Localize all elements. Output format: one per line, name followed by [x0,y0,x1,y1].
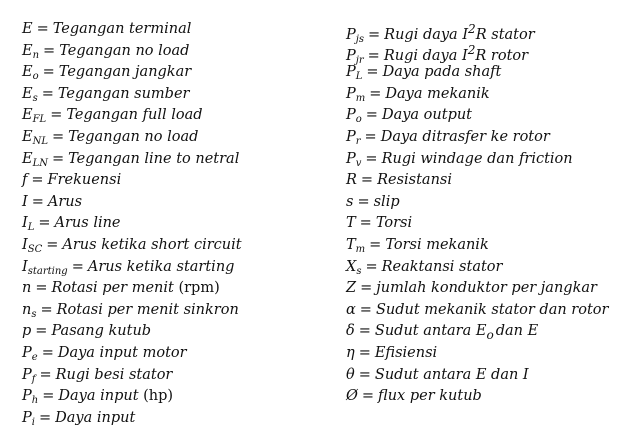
definition [377,172,452,188]
symbol-main: P [346,128,356,145]
equals-sign: = [71,258,84,275]
definition [382,151,573,167]
symbol-definition-row [346,321,608,343]
symbol-definition-row [22,170,242,192]
definition-text: Arus [47,193,83,210]
symbol [22,86,38,102]
symbol-definition-row [22,408,242,430]
definition-text: Daya input motor [57,344,187,361]
symbol-main: Ø [346,388,358,405]
symbol-definition-row [22,235,242,257]
symbol-definition-row [346,127,608,149]
equals-sign: = [361,388,375,405]
left-column [22,0,242,429]
definition-text: Tegangan no load [59,42,190,59]
definition [383,64,502,80]
equals-sign: = [364,128,377,145]
symbol-main: δ [346,323,355,340]
symbol-subscript: FL [32,114,47,126]
symbol-definition-row [22,192,242,214]
definition-text: Sudut antara E dan I [374,366,529,383]
definition-text: Daya pada shaft [382,64,502,81]
symbol [346,345,355,361]
symbol-main: n [22,280,32,297]
symbol-subscript: LN [32,157,48,169]
symbol-main: s [346,193,354,210]
definition-text: Frekuensi [47,172,122,189]
definition-text: Rugi windage dan friction [381,150,573,167]
definition [378,388,482,404]
symbol-main: X [346,258,357,275]
symbol [346,129,361,145]
definition-text: slip [373,193,400,210]
equals-sign: = [42,64,55,81]
equals-sign: = [359,301,372,318]
definition-text: Arus ketika starting [87,258,235,275]
definition [382,259,503,275]
definition-superscript: 2 [467,43,476,58]
definition-text: Arus ketika short circuit [62,236,242,253]
equals-sign: = [368,26,381,43]
equals-sign: = [41,85,54,102]
definition-text: Sudut mekanik stator dan rotor [375,301,609,318]
equals-sign: = [38,215,51,232]
symbol-definition-row [22,386,242,408]
symbol-main: η [346,344,355,361]
symbol-subscript: o [32,71,39,83]
equals-sign: = [42,388,55,405]
definition-text: R rotor [475,48,529,65]
equals-sign: = [51,128,65,145]
symbol-main: R [346,172,357,189]
symbol-main: E [22,107,33,124]
symbol [346,151,361,167]
symbol-definition-row [22,19,242,41]
definition [68,129,198,145]
symbol-main: θ [346,366,355,383]
symbol-definition-row [22,105,242,127]
equals-sign: = [360,172,374,189]
symbol [346,107,362,126]
symbol-main: P [346,107,356,124]
symbol-definition-row [346,278,608,300]
equals-sign: = [359,215,372,232]
symbol-definition-row [22,127,242,149]
symbol [346,280,356,296]
symbol [346,237,365,253]
equals-sign: = [51,150,65,167]
definition-superscript: 2 [468,22,476,36]
symbol-definition-row [346,19,608,45]
symbol-definition-row [346,41,608,67]
equals-sign: = [360,280,373,297]
symbol-definition-row [22,321,242,343]
definition [68,151,239,167]
definition-text: Daya input [55,409,136,426]
symbol-definition-row [22,84,242,106]
symbol [22,129,48,145]
symbol-subscript: L [27,222,35,234]
definition [59,64,191,80]
symbol-definition-row [22,300,242,322]
symbol [346,388,358,404]
symbol-subscript: js [355,33,364,45]
definition [53,21,192,37]
equals-sign: = [35,280,48,297]
equals-sign: = [39,366,52,383]
equals-sign: = [358,323,371,340]
definition-text: Tegangan full load [66,107,203,124]
symbol [22,367,35,383]
symbol-definition-row [346,386,608,408]
equals-sign: = [31,193,44,210]
definition [57,302,239,318]
definition-text: Daya mekanik [385,85,490,102]
equals-sign: = [40,301,53,318]
definition [51,323,151,339]
symbol-definition-row [346,192,608,214]
symbol [22,215,35,234]
symbol-main: P [22,409,32,426]
symbol-main: P [22,344,32,361]
symbol-main: f [22,172,28,189]
symbol [22,107,47,126]
definition [381,129,550,145]
equals-sign: = [358,344,371,361]
definition [88,259,235,275]
symbol-definition-row [22,213,242,235]
symbol [346,215,356,231]
definition-text: Daya output [381,107,473,124]
definition-text: Reaktansi stator [381,258,503,275]
equals-sign: = [35,323,48,340]
symbol [22,302,36,318]
symbol-subscript: NL [32,135,48,147]
symbol-main: T [346,236,356,253]
symbol-definition-row [22,365,242,387]
symbol [22,345,38,361]
equals-sign: = [369,236,382,253]
symbol-definition-row [346,149,608,171]
definition-text: Daya ditrasfer ke rotor [380,128,550,145]
definition-text: Torsi [375,215,413,232]
symbol-subscript: o [355,114,362,126]
symbol [22,64,39,83]
symbol-definition-row [346,343,608,365]
definition [385,237,488,253]
symbol-main: P [346,48,356,65]
symbol-definition-row [22,149,242,171]
definition-text: Torsi mekanik [385,236,489,253]
symbol-main: n [22,301,32,318]
symbol-main: E [22,150,33,167]
definition-text: Arus line [54,215,121,232]
equals-sign: = [31,172,44,189]
symbol-subscript: s [32,92,38,104]
definition-text: Efisiensi [374,344,438,361]
symbol-main: E [22,21,33,37]
symbol [346,367,355,383]
symbol-definition-row [346,105,608,127]
equals-sign: = [365,107,378,124]
definition [66,107,202,123]
symbol-subscript: SC [27,243,43,255]
symbol-definition-row [346,170,608,192]
symbol-definition-row [22,257,242,279]
symbol [22,21,33,37]
symbol-main: P [22,366,32,383]
equals-sign: = [369,85,382,102]
definition [375,367,529,383]
symbol-subscript: starting [27,265,68,277]
symbol [346,302,356,318]
symbol [346,172,357,188]
symbol-subscript: e [31,351,38,363]
symbol-definition-row [346,300,608,322]
symbol-main: P [346,26,356,43]
symbol-main: P [346,64,356,81]
equals-sign: = [365,258,378,275]
symbol-definition-row [346,257,608,279]
equals-sign: = [38,409,52,426]
symbol-main: P [22,388,32,405]
definition [55,410,135,426]
symbol-definition-row [346,213,608,235]
definition [58,388,173,404]
definition [52,280,220,296]
definition-text: Tegangan no load [68,128,199,145]
definition [376,280,597,296]
definition-text: Rugi daya I [384,26,469,43]
symbol-main: P [346,150,356,167]
symbol-subscript: n [32,49,40,61]
equals-sign: = [41,344,54,361]
definition [58,86,190,102]
equals-sign: = [365,150,378,167]
symbol-subscript: v [355,157,362,169]
symbol [22,259,68,275]
definition [59,43,189,59]
symbol [346,259,361,275]
symbol-definition-row [346,84,608,106]
symbol-subscript: jr [355,55,364,67]
symbol-subscript: L [355,71,363,83]
symbol-main: I [22,236,28,253]
definition [382,107,472,123]
definition [48,194,82,210]
right-column [346,0,608,408]
symbol [346,323,355,339]
symbol [22,410,35,426]
symbol-subscript: m [355,92,366,104]
definition [58,345,187,361]
definition-text: Tegangan terminal [52,21,192,37]
symbol-main: T [346,215,356,232]
symbol-main: I [22,215,28,232]
symbol-main: p [22,323,32,340]
definition [55,215,121,231]
symbol [22,388,39,407]
definition-text: jumlah konduktor per jangkar [376,280,597,297]
definition-text: Tegangan line to netral [68,150,240,167]
symbol-main: I [22,258,28,275]
symbol-main: Z [346,280,357,297]
definition [376,302,609,318]
symbol [22,237,42,253]
symbol [22,280,31,296]
symbol-main: E [22,85,33,102]
symbol-main: E [22,42,33,59]
symbol-main: E [22,64,33,81]
definition-subscript: o [486,328,494,343]
symbol-subscript: s [356,265,362,277]
definition-text: dan E [495,323,539,340]
symbol-definition-row [346,365,608,387]
symbol-subscript: r [355,135,361,147]
definition-unit: (hp) [143,388,174,405]
definition-text: Resistansi [377,172,452,189]
symbol-subscript: h [31,395,39,407]
symbol [22,151,48,167]
symbol-definition-row [22,343,242,365]
symbol [346,86,365,102]
definition [56,367,173,383]
symbol-definition-row [346,62,608,84]
symbol [22,43,39,59]
symbol-main: E [22,128,33,145]
definition-text: Rugi daya I [383,48,468,65]
definition-text: Rotasi per menit sinkron [56,301,239,318]
symbol-subscript: s [31,308,37,320]
definition-text: Tegangan jangkar [58,64,192,81]
symbol-subscript: f [31,373,36,385]
definition-text: Rotasi per menit [51,280,179,297]
symbol-subscript: m [355,243,366,255]
definition-text: Rugi besi stator [55,366,173,383]
definition [374,194,400,210]
definition-text: flux per kutub [378,388,482,405]
equals-sign: = [36,21,49,37]
equals-sign: = [43,42,56,59]
definition [375,345,437,361]
symbol-main: P [346,85,356,102]
definition-text: R stator [475,26,535,43]
symbol-definition-row [22,41,242,63]
symbol-definition-row [346,235,608,257]
equals-sign: = [366,64,379,81]
symbol-subscript: i [31,416,35,428]
symbol [22,194,28,210]
symbol-main: α [346,301,356,318]
symbol-main: I [22,193,28,210]
equals-sign: = [50,107,63,124]
definition [374,323,539,343]
equals-sign: = [46,236,59,253]
symbol [346,64,363,83]
symbol [22,323,31,339]
definition [385,86,489,102]
definition [62,237,241,253]
equals-sign: = [367,48,380,65]
symbol-definition-row [22,278,242,300]
equals-sign: = [358,366,371,383]
definition [48,172,122,188]
definition-unit: (rpm) [178,280,220,297]
definition-text: Tegangan sumber [57,85,190,102]
definition-text: Sudut antara E [374,323,487,340]
symbol-definition-row [22,62,242,84]
definition-text: Pasang kutub [51,323,152,340]
definition-text: Daya input [58,388,144,405]
definition [376,215,412,231]
equals-sign: = [357,193,370,210]
